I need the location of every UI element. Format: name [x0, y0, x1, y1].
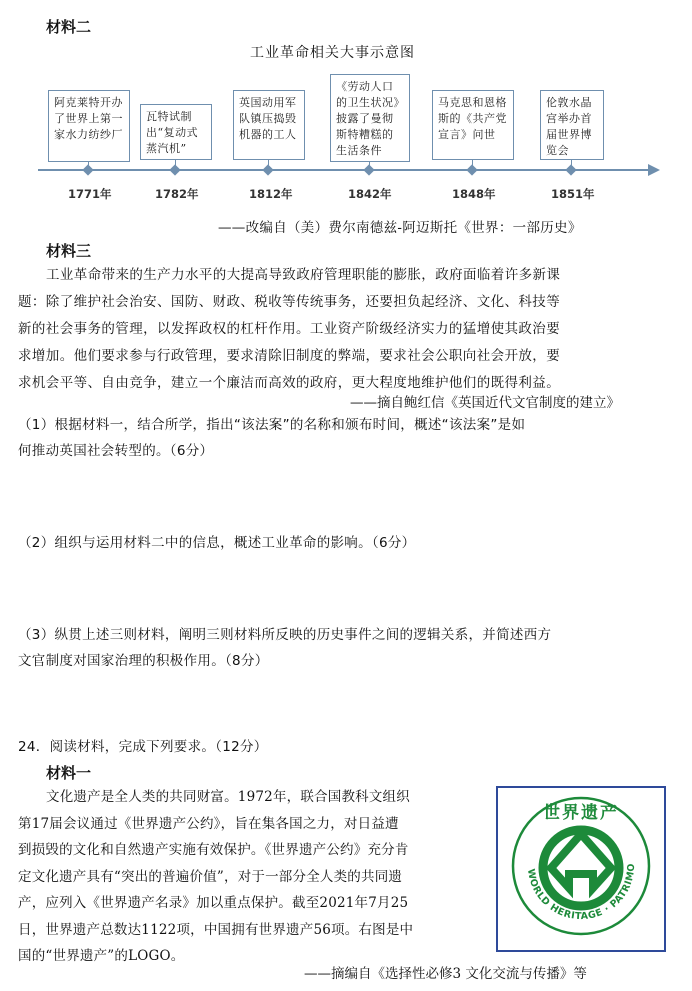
material2-source: ——改编自（美）费尔南德兹-阿迈斯托《世界：一部历史》 [218, 220, 582, 236]
timeline-event-box: 伦敦水晶宫举办首届世界博览会 [540, 90, 604, 160]
paragraph-line: 新的社会事务的管理，以发挥政权的杠杆作用。工业资产阶级经济实力的猛增使其政治要 [18, 321, 561, 337]
world-heritage-logo [496, 786, 666, 952]
timeline-year: 1782年 [155, 187, 199, 201]
question-2 [18, 530, 668, 556]
timeline-year: 1848年 [452, 187, 496, 201]
paragraph-line: 文化遗产是全人类的共同财富。1972年，联合国教科文组织 [46, 789, 410, 805]
paragraph-line: 第17届会议通过《世界遗产公约》，旨在集各国之力，对日益遭 [18, 815, 399, 832]
timeline-event-box: 英国动用军队镇压捣毁机器的工人 [233, 90, 305, 160]
question-3 [18, 622, 668, 674]
timeline-event-box: 《劳动人口的卫生状况》披露了曼彻斯特糟糕的生活条件 [330, 74, 410, 162]
paragraph-line: 日，世界遗产总数达1122项，中国拥有世界遗产56项。右图是中 [18, 921, 414, 938]
timeline-event-box: 阿克莱特开办了世界上第一家水力纺纱厂 [48, 90, 130, 162]
svg-text:WORLD HERITAGE · PATRIMOINE MO: WORLD HERITAGE · PATRIMO [524, 862, 638, 923]
q24-material1-body [18, 784, 488, 970]
paragraph-line: 求增加。他们要求参与行政管理，要求清除旧制度的弊端，要求社会公职向社会开放，要 [18, 348, 561, 364]
question-line: 何推动英国社会转型的。（6分） [18, 443, 214, 459]
paragraph-line: 题：除了维护社会治安、国防、财政、税收等传统事务，还要担负起经济、文化、科技等 [18, 294, 561, 310]
material2-heading: 材料二 [46, 18, 92, 36]
timeline-year: 1851年 [551, 187, 595, 201]
q24-source: ——摘编自《选择性必修3 文化交流与传播》等 [304, 966, 587, 982]
q24-material1-heading: 材料一 [46, 764, 92, 782]
question-line: （2）组织与运用材料二中的信息，概述工业革命的影响。（6分） [18, 535, 416, 551]
material3-source: ——摘自鲍红信《英国近代文官制度的建立》 [350, 395, 620, 411]
question-line: （1）根据材料一，结合所学，指出“该法案”的名称和颁布时间，概述“该法案”是如 [18, 417, 526, 433]
timeline-marker [169, 164, 180, 175]
timeline-axis [38, 169, 650, 171]
timeline-event-box: 瓦特试制出“复动式蒸汽机” [140, 104, 212, 160]
timeline-marker [363, 164, 374, 175]
world-heritage-emblem-icon [498, 788, 664, 950]
timeline-year: 1812年 [249, 187, 293, 201]
timeline-arrow-icon [648, 164, 660, 176]
timeline-event-box: 马克思和恩格斯的《共产党宣言》问世 [432, 90, 514, 160]
paragraph-line: 定文化遗产具有“突出的普遍价值”，对于一部分全人类的共同遗 [18, 868, 403, 885]
timeline-year: 1771年 [68, 187, 112, 201]
timeline-marker [262, 164, 273, 175]
timeline-marker [565, 164, 576, 175]
question-line: 文官制度对国家治理的积极作用。（8分） [18, 653, 269, 669]
material3-body [18, 262, 658, 397]
paragraph-line: 到损毁的文化和自然遗产实施有效保护。《世界遗产公约》充分肯 [18, 842, 409, 858]
question-line: （3）纵贯上述三则材料，阐明三则材料所反映的历史事件之间的逻辑关系，并简述西方 [18, 627, 552, 643]
timeline-marker [82, 164, 93, 175]
timeline-year: 1842年 [348, 187, 392, 201]
material3-heading: 材料三 [46, 242, 92, 260]
paragraph-line: 产，应列入《世界遗产名录》加以重点保护。截至2021年7月25 [18, 895, 409, 911]
paragraph-line: 工业革命带来的生产力水平的大提高导致政府管理职能的膨胀，政府面临着许多新课 [46, 267, 561, 283]
svg-text:世界遗产: 世界遗产 [543, 803, 619, 823]
paragraph-line: 求机会平等、自由竞争，建立一个廉洁而高效的政府，更大程度地维护他们的既得利益。 [18, 375, 561, 391]
timeline-marker [466, 164, 477, 175]
timeline-title: 工业革命相关大事示意图 [250, 45, 415, 61]
question-24-title: 24．阅读材料，完成下列要求。（12分） [18, 739, 268, 755]
question-1 [18, 412, 668, 464]
paragraph-line: 国的“世界遗产”的LOGO。 [18, 948, 185, 964]
